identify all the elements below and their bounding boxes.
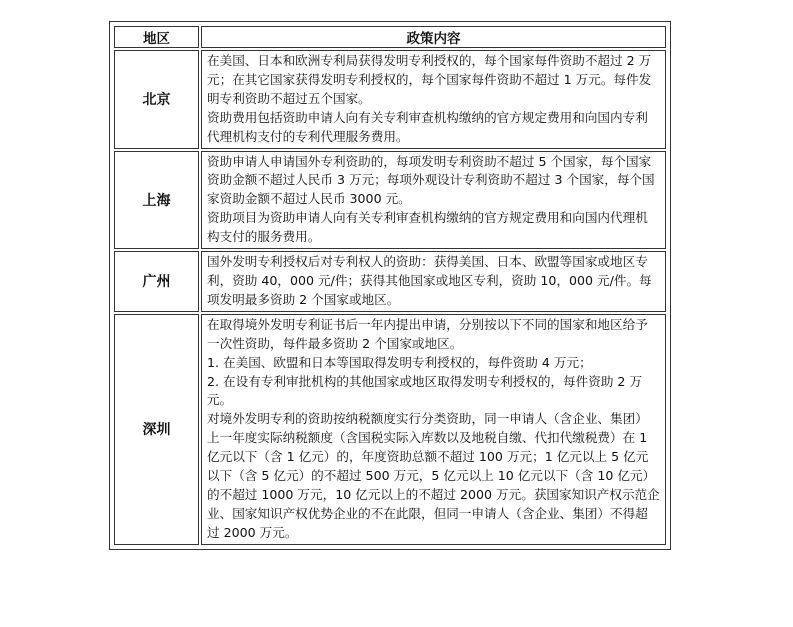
policy-cell [201,251,666,312]
policy-paragraph: 在美国、日本和欧洲专利局获得发明专利授权的，每个国家每件资助不超过 2 万元；在其它国家获得发明专利授权的，每个国家每件资助不超过 1 万元。每件发明专利资助不超过五个国家。 [207,53,652,106]
policy-paragraph: 在取得境外发明专利证书后一年内提出申请，分别按以下不同的国家和地区给予一次性资助，每件最多资助 2 个国家或地区。 [207,316,648,351]
table-header-row [114,26,666,48]
policy-paragraph: 资助费用包括资助申请人向有关专利审查机构缴纳的官方规定费用和向国内专利代理机构支付的专利代理服务费用。 [207,109,648,144]
policy-cell [201,50,666,149]
policy-paragraph: 2. 在设有专利审批机构的其他国家或地区取得发明专利授权的，每件资助 2 万元。 [207,373,643,408]
table-row-guangzhou [114,251,666,312]
table-row-shenzhen [114,314,666,545]
policy-cell [201,314,666,545]
region-cell: 北京 [114,50,199,149]
policy-table [112,24,668,547]
policy-paragraph: 资助项目为资助申请人向有关专利审查机构缴纳的官方规定费用和向国内代理机构支付的服务费用。 [207,210,648,245]
region-cell: 深圳 [114,314,199,545]
region-cell: 上海 [114,151,199,250]
policy-paragraph: 资助申请人申请国外专利资助的，每项发明专利资助不超过 5 个国家，每个国家资助金额不超过人民币 3 万元；每项外观设计专利资助不超过 3 个国家，每个国家资助金额不超过人民币 3000 元。 [207,153,655,207]
header-content: 政策内容 [201,26,666,48]
policy-paragraph: 对境外发明专利的资助按纳税额度实行分类资助，同一申请人（含企业、集团）上一年度实际纳税额度（含国税实际入库数以及地税自缴、代扣代缴税费）在 1 亿元以下（含 1 亿元）的，年度资助总额不超过 100 万元；1 亿元以上 5 亿元以下（含 5 亿元）的不超过 500 万元，5 亿元以上 10 亿元以下（含 10 亿元）的不超过 1000 万元，10 亿元以上的不超过 2000 万元。获国家知识产权示范企业、国家知识产权优势企业的不在此限，但同一申请人（含企业、集团）不得超过 2000 万元。 [207,411,660,540]
table-row-shanghai [114,151,666,250]
header-region: 地区 [114,26,199,48]
policy-paragraph: 国外发明专利授权后对专利权人的资助：获得美国、日本、欧盟等国家或地区专利，资助 40，000 元/件；获得其他国家或地区专利，资助 10，000 元/件。每项发明最多资助 2 个国家或地区。 [207,254,652,307]
policy-table-frame [109,21,671,550]
table-row-beijing [114,50,666,149]
policy-cell [201,151,666,250]
region-cell: 广州 [114,251,199,312]
policy-paragraph: 1. 在美国、欧盟和日本等国取得发明专利授权的，每件资助 4 万元； [207,354,592,370]
